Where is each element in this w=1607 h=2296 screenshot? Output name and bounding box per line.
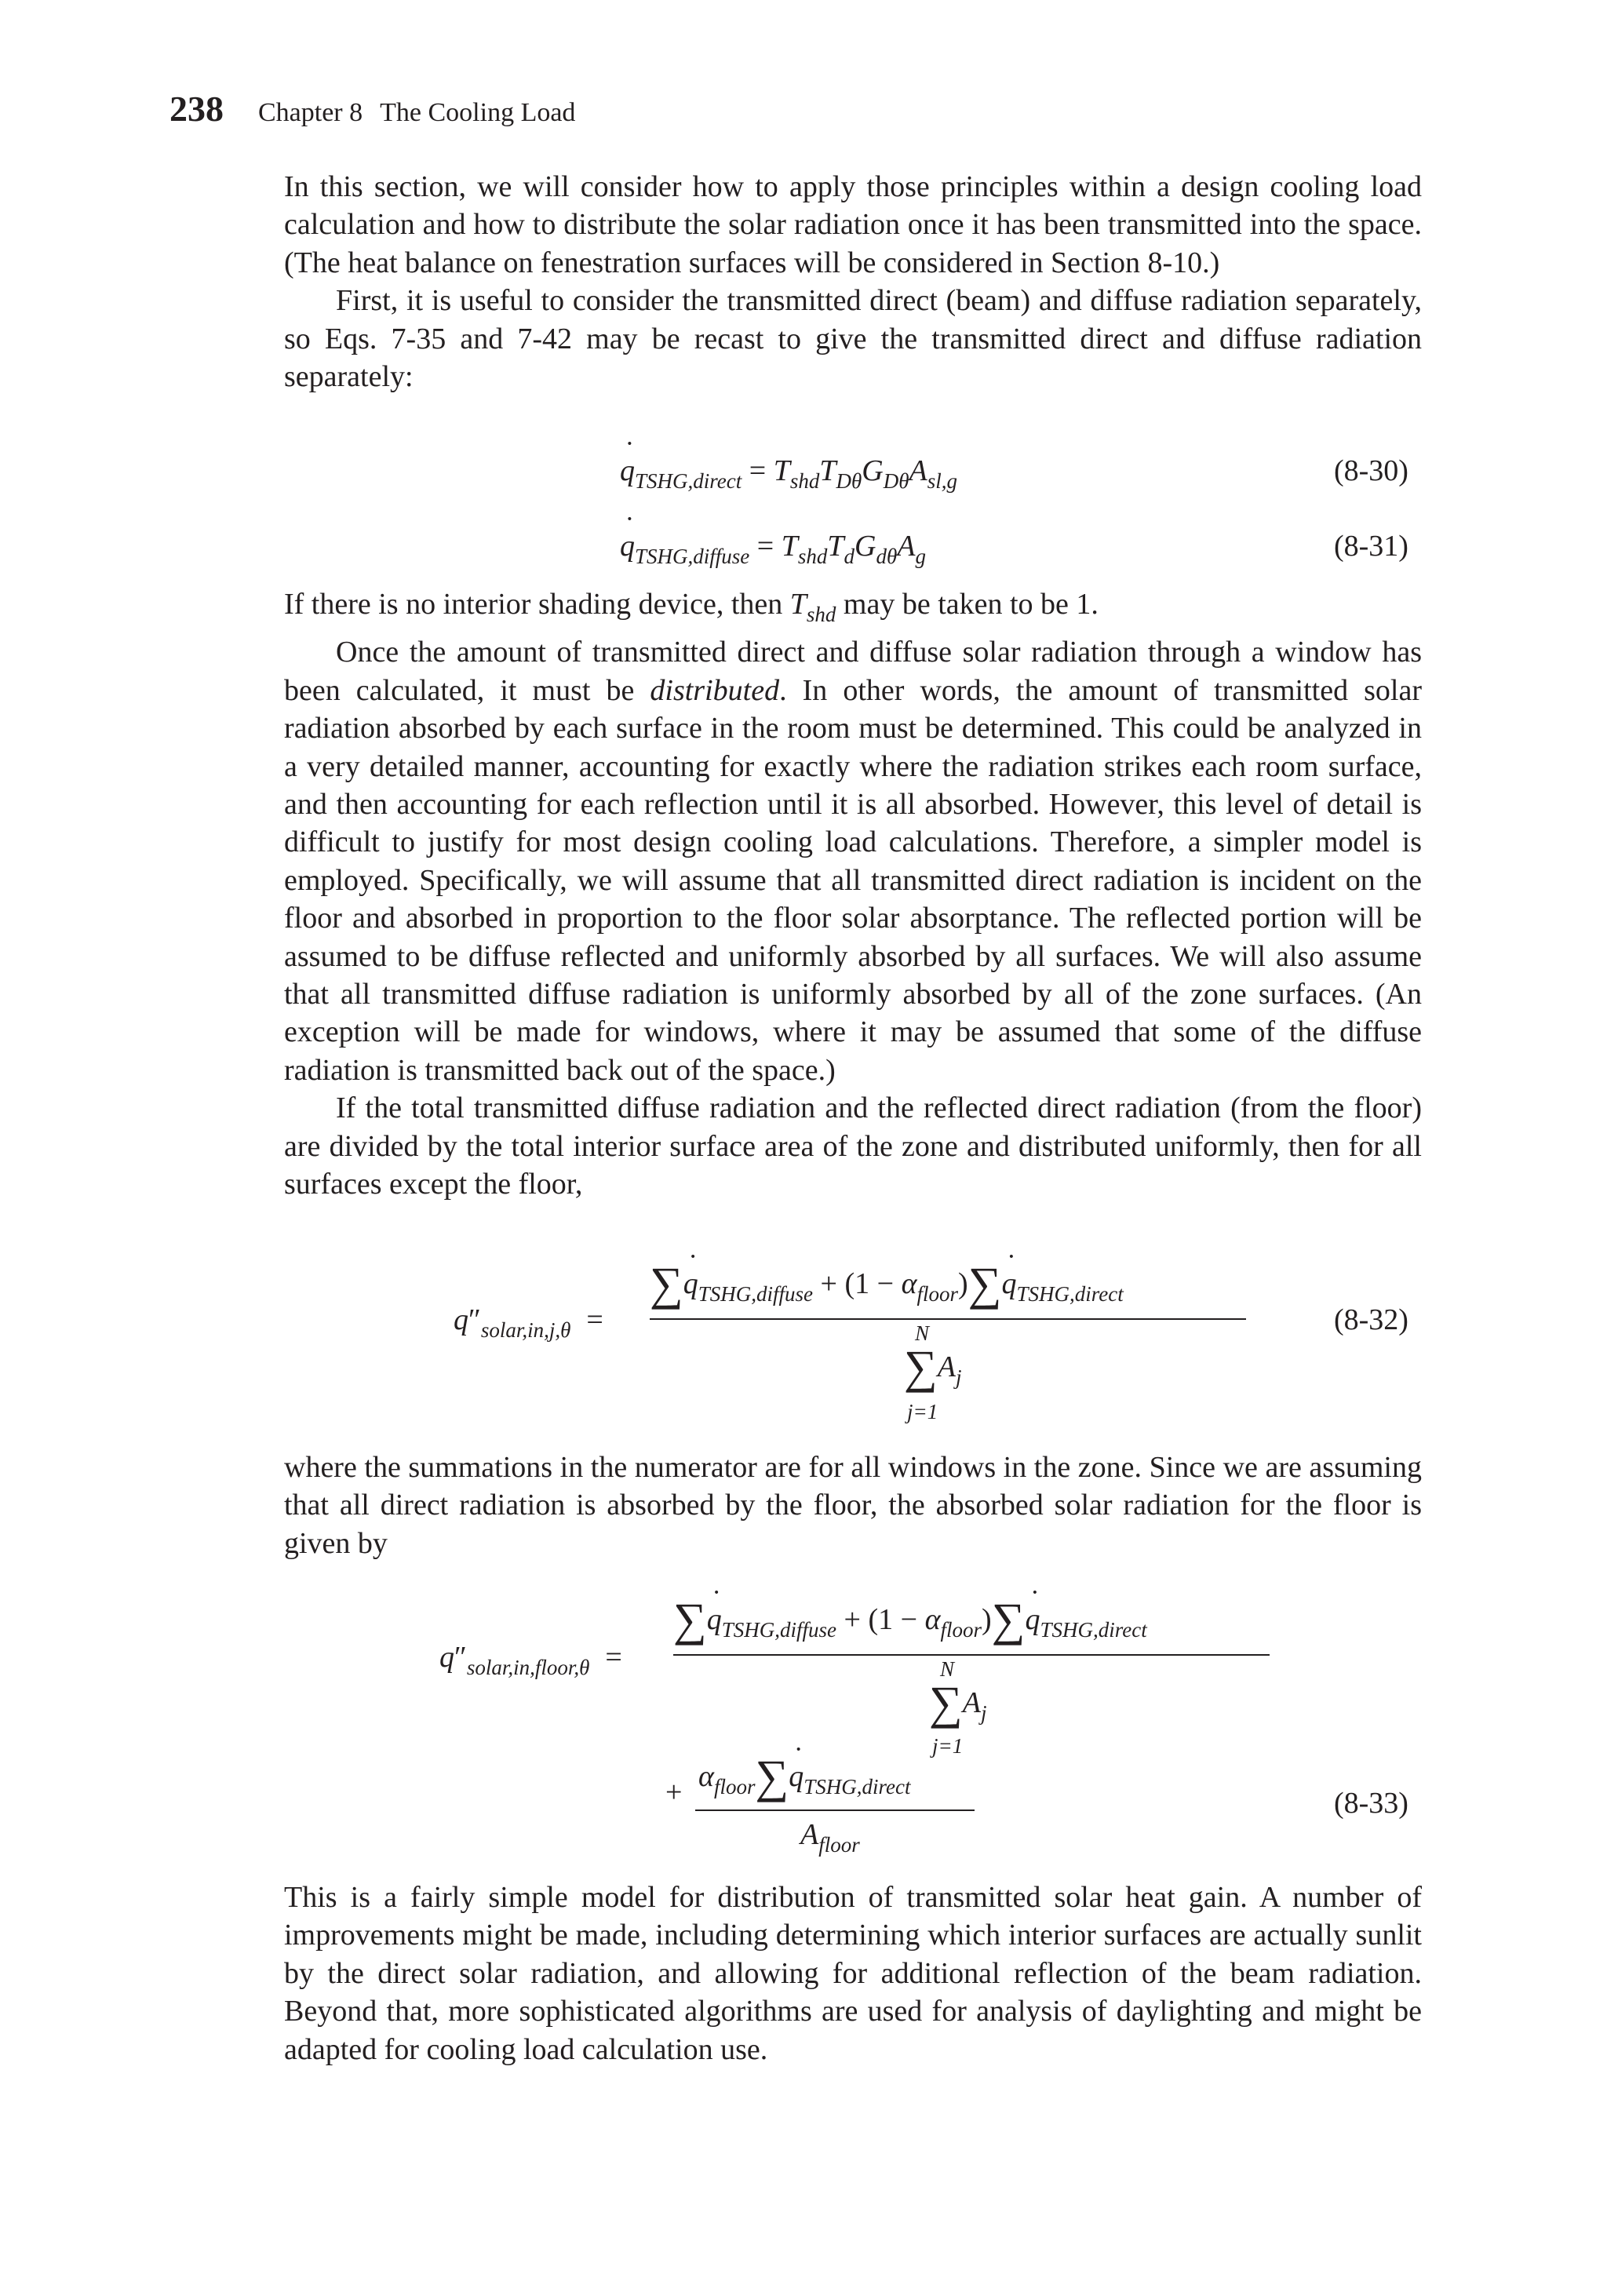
eq33-second-denominator: $A_{floor}$ xyxy=(800,1818,860,1857)
eq33-fraction-bar xyxy=(673,1654,1270,1656)
paragraph-2: First, it is useful to consider the transmitted direct (beam) and diffuse radiation separately, so Eqs. 7-35 and 7-42 may be recast to give the transmitted direct and diffuse radiation separately: xyxy=(284,284,1422,394)
eq33-denominator: $\sum A_j$ xyxy=(929,1677,987,1729)
paragraph-3: If there is no interior shading device, then $T_{shd}$ may be taken to be 1. xyxy=(284,588,1099,626)
text-block-intro xyxy=(284,168,1422,395)
paragraph-7: This is a fairly simple model for distribution of transmitted solar heat gain. A number of improvements might be made, including determining which interior surfaces are actually sunlit by the direct solar radiation, and allowing for additional reflection of the beam radiation. Beyond that, more sophisticated algorithms are used for analysis of daylighting and might be adapted for cooling load calculation use. xyxy=(284,1881,1422,2066)
page-number: 238 xyxy=(169,89,224,129)
eq32-upper-limit: N xyxy=(915,1321,930,1345)
eq33-numerator: ∑˙ $q_{TSHG,diffuse} + (1$ − $\alpha_{floor})\sum˙$ $q_{TSHG,direct}$ xyxy=(673,1593,1147,1647)
equation-number-8-32: (8-32) xyxy=(1334,1303,1408,1336)
eq33-second-fraction-bar xyxy=(695,1809,975,1811)
running-header xyxy=(169,88,575,135)
equation-number-8-30: (8-30) xyxy=(1334,454,1408,487)
eq33-plus: + xyxy=(665,1776,683,1809)
paragraph-6: where the summations in the numerator are for all windows in the zone. Since we are assuming that all direct radiation is absorbed by the floor, the absorbed solar radiation for the floor is given by xyxy=(284,1451,1422,1560)
equation-number-8-33: (8-33) xyxy=(1334,1787,1408,1820)
eq33-lhs: $q''_{solar,in,floor,\theta}$ = xyxy=(439,1641,622,1679)
eq32-lower-limit: j=1 xyxy=(907,1400,938,1423)
eq32-lhs: $q''_{solar,in,j,\theta}$ = xyxy=(454,1303,603,1342)
chapter-label xyxy=(258,98,575,127)
eq32-numerator: ∑˙ $q_{TSHG,diffuse} + (1$ − $\alpha_{floor})\sum˙$ $q_{TSHG,direct}$ xyxy=(650,1257,1124,1311)
eq32-denominator: $\sum A_j$ xyxy=(904,1341,962,1393)
chapter-title: The Cooling Load xyxy=(380,98,576,127)
paragraph-1: In this section, we will consider how to apply those principles within a design cooling load calculation and how to distribute the solar radiation once it has been transmitted into the space. (The heat balance on fenestration surfaces will be considered in Section 8-10.) xyxy=(284,170,1422,279)
eq33-upper-limit: N xyxy=(940,1657,955,1681)
chapter-number: Chapter 8 xyxy=(258,98,363,127)
equation-8-30: ˙ $q_{TSHG,direct} = T_{shd}T_{D\theta}G_{D\theta}A_{sl,g}$ xyxy=(620,454,957,494)
eq32-fraction-bar xyxy=(650,1318,1246,1320)
paragraph-4: Once the amount of transmitted direct and diffuse solar radiation through a window has been calculated, it must be distributed. In other words, the amount of transmitted solar radiation absorbed by each surface in the room must be determined. This could be analyzed in a very detailed manner, accounting for exactly where the radiation strikes each room surface, and then accounting for each reflection until it is all absorbed. However, this level of detail is difficult to justify for most design cooling load calculations. Therefore, a simpler model is employed. Specifically, we will assume that all transmitted direct radiation is incident on the floor and absorbed in proportion to the floor solar absorptance. The reflected portion will be assumed to be diffuse reflected and uniformly absorbed by all surfaces. We will also assume that all transmitted diffuse radiation is uniformly absorbed by all of the zone surfaces. (An exception will be made for windows, where it may be assumed that some of the diffuse radiation is transmitted back out of the space.) xyxy=(284,636,1422,1087)
equation-number-8-31: (8-31) xyxy=(1334,530,1408,563)
text-block-conclusion xyxy=(284,1879,1422,2068)
eq33-lower-limit: j=1 xyxy=(932,1734,964,1758)
text-block-floor xyxy=(284,1449,1422,1562)
paragraph-5: If the total transmitted diffuse radiation and the reflected direct radiation (from the floor) are divided by the total interior surface area of the zone and distributed uniformly, then for all surfaces except the floor, xyxy=(284,1092,1422,1201)
equation-8-31: ˙ $q_{TSHG,diffuse} = T_{shd}T_dG_{d\theta}A_g$ xyxy=(620,529,926,569)
eq33-second-numerator: $\alpha_{floor}\sum˙$ $q_{TSHG,direct}$ xyxy=(698,1750,911,1804)
text-block-distribution xyxy=(284,585,1422,1204)
